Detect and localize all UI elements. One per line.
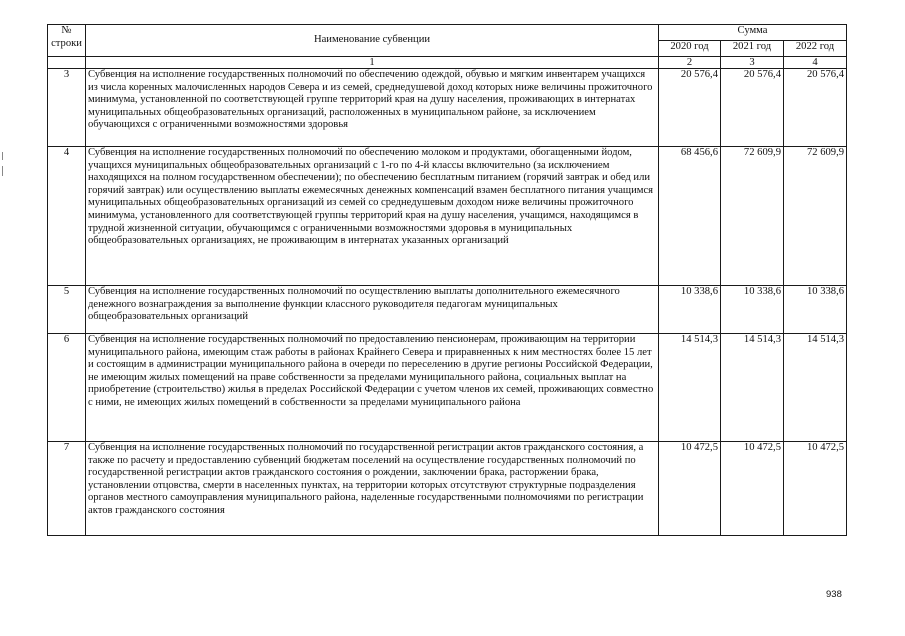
header-number-sign: № xyxy=(61,25,72,36)
header-year-2022: 2022 год xyxy=(784,41,847,57)
table-row xyxy=(48,286,847,334)
row-amount-2021: 14 514,3 xyxy=(721,334,784,442)
row-amount-2022: 10 472,5 xyxy=(784,442,847,536)
margin-mark xyxy=(2,152,3,160)
table-row xyxy=(48,147,847,286)
row-amount-2020: 20 576,4 xyxy=(659,69,721,147)
row-name: Субвенция на исполнение государственных полномочий по обеспечению молоком и продуктами, обогащенными йодом, учащихся муниципальных общеобразовательных организаций с 1-го по 4-й классы включительно (за исключением находящихся на полном государственном обеспечении); по обеспечению бесплатным питанием (горячий завтрак и обед или горячий завтрак) или осуществлению выплаты ежемесячных денежных компенсаций взамен бесплатного питания учащимся муниципальных общеобразовательных организаций из семей со среднедушевым доходом ниже величины прожиточного минимума, установленного для соответствующей группы территорий края на душу населения, учащимся, находящимся в трудной жизненной ситуации, обучающимся с ограниченными возможностями здоровья в муниципальных общеобразовательных организациях, не проживающим в интернатах указанных организаций xyxy=(86,147,659,286)
row-amount-2022: 20 576,4 xyxy=(784,69,847,147)
column-index-3: 3 xyxy=(721,57,784,69)
row-name: Субвенция на исполнение государственных полномочий по государственной регистрации актов гражданского состояния, а также по расчету и предоставлению субвенций бюджетам поселений на осуществление государственных полномочий по государственной регистрации актов гражданского состояния о рождении, заключении брака, расторжении брака, установлении отцовства, смерти в населенных пунктах, на территории которых отсутствуют структурные подразделения органов местного самоуправления муниципального района, наделенные государственными полномочиями по регистрации актов гражданского состояния xyxy=(86,442,659,536)
header-name: Наименование субвенции xyxy=(313,34,431,46)
row-amount-2021: 10 338,6 xyxy=(721,286,784,334)
header-row-number-cell xyxy=(48,25,86,57)
header-row-1 xyxy=(48,25,847,41)
subventions-table xyxy=(47,24,847,536)
table-row xyxy=(48,442,847,536)
row-number: 4 xyxy=(48,147,86,286)
row-number: 3 xyxy=(48,69,86,147)
row-amount-2021: 10 472,5 xyxy=(721,442,784,536)
row-amount-2022: 72 609,9 xyxy=(784,147,847,286)
table-row xyxy=(48,334,847,442)
header-year-2020: 2020 год xyxy=(659,41,721,57)
row-amount-2022: 14 514,3 xyxy=(784,334,847,442)
header-sum-cell xyxy=(659,25,847,41)
row-amount-2020: 10 338,6 xyxy=(659,286,721,334)
row-name: Субвенция на исполнение государственных полномочий по предоставлению пенсионерам, проживающим на территории муниципального района, имеющим стаж работы в районах Крайнего Севера и приравненных к ним местностях более 15 лет и состоящим в администрации муниципального района в очереди по переселению в другие регионы Российской Федерации, не имеющим жилых помещений на праве собственности за пределами муниципального района, социальных выплат на приобретение (строительство) жилья в пределах Российской Федерации с учетом членов их семей, проживающих совместно с ними, не имеющих жилых помещений в собственности за пределами муниципального района xyxy=(86,334,659,442)
header-name-cell xyxy=(86,25,659,57)
header-sum: Сумма xyxy=(737,25,768,36)
column-index-empty xyxy=(48,57,86,69)
header-number-label: строки xyxy=(51,37,82,49)
row-amount-2021: 20 576,4 xyxy=(721,69,784,147)
row-name: Субвенция на исполнение государственных полномочий по осуществлению выплаты дополнительного ежемесячного денежного вознаграждения за выполнение функции классного руководителя педагогам муниципальных общеобразовательных организаций xyxy=(86,286,659,334)
page-number: 938 xyxy=(826,589,842,600)
margin-mark xyxy=(2,166,3,176)
column-index-4: 4 xyxy=(784,57,847,69)
header-year-2021: 2021 год xyxy=(721,41,784,57)
table-row xyxy=(48,69,847,147)
row-number: 6 xyxy=(48,334,86,442)
column-index-2: 2 xyxy=(659,57,721,69)
row-amount-2020: 14 514,3 xyxy=(659,334,721,442)
row-amount-2021: 72 609,9 xyxy=(721,147,784,286)
column-index-row xyxy=(48,57,847,69)
row-amount-2020: 68 456,6 xyxy=(659,147,721,286)
row-number: 5 xyxy=(48,286,86,334)
row-amount-2020: 10 472,5 xyxy=(659,442,721,536)
row-name: Субвенция на исполнение государственных полномочий по обеспечению одеждой, обувью и мягким инвентарем учащихся из числа коренных малочисленных народов Севера и из семей, среднедушевой доход которых ниже величины прожиточного минимума, установленной по соответствующей группе территорий края на душу населения, проживающих в интернатах муниципальных общеобразовательных организаций, расположенных в муниципальном районе, за исключением обучающихся с ограниченными возможностями здоровья xyxy=(86,69,659,147)
column-index-1: 1 xyxy=(86,57,659,69)
row-number: 7 xyxy=(48,442,86,536)
row-amount-2022: 10 338,6 xyxy=(784,286,847,334)
